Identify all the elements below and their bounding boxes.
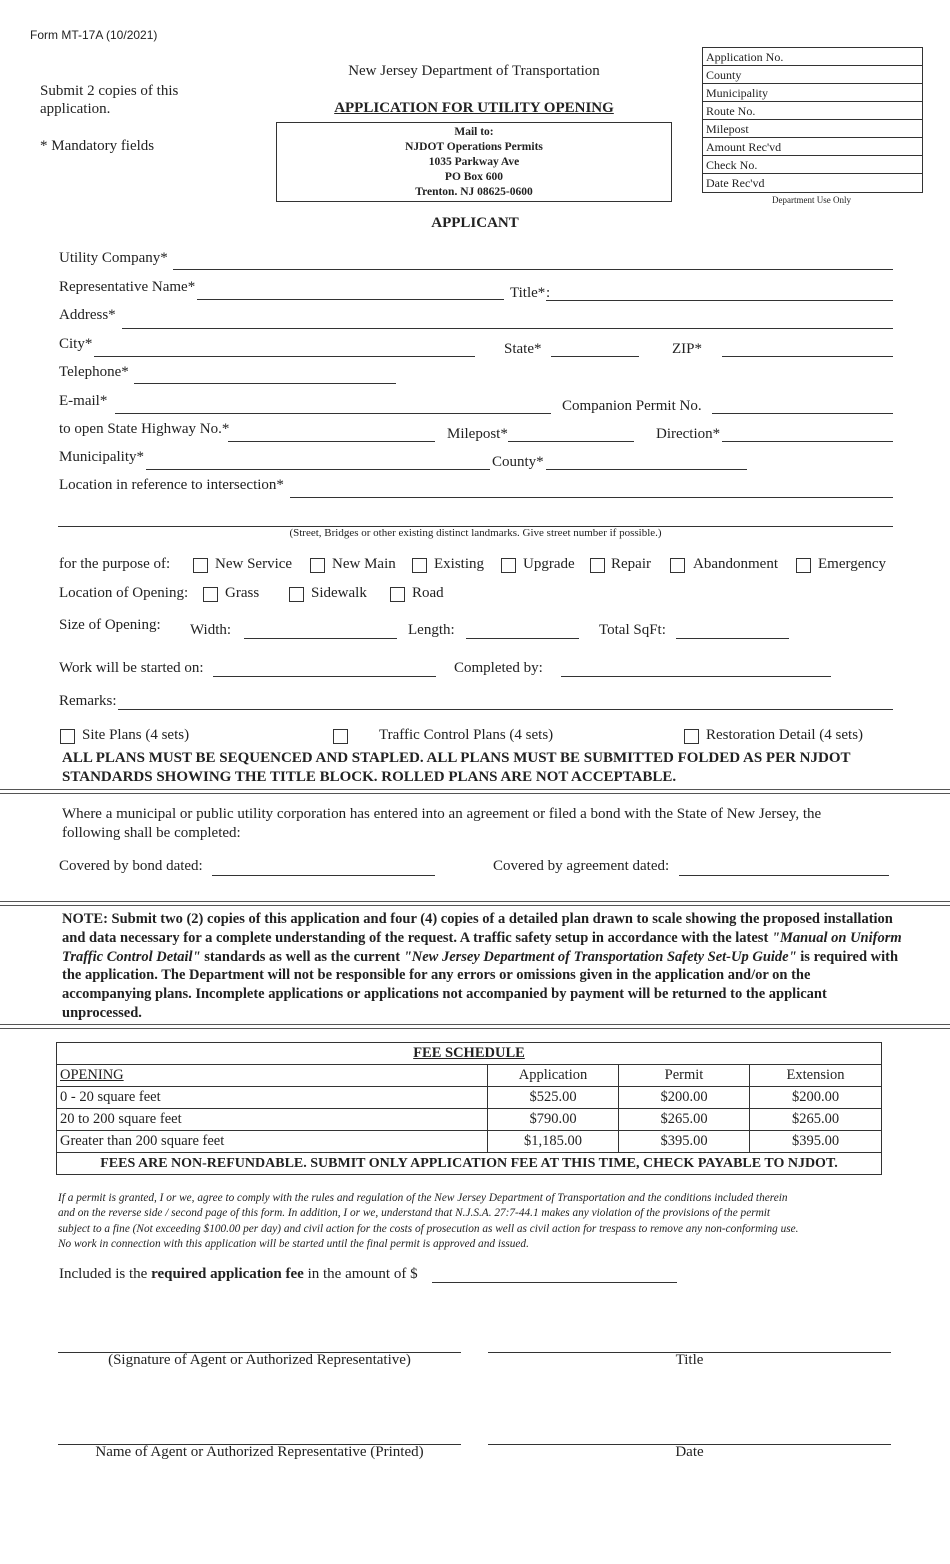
email-label: E-mail* xyxy=(59,393,108,409)
dept-application-no[interactable]: Application No. xyxy=(703,48,922,66)
zip-field[interactable] xyxy=(722,356,893,357)
fee-cell: $265.00 xyxy=(619,1109,750,1131)
note-guide-title: "New Jersey Department of Transportation Safety Set-Up Guide" xyxy=(403,948,797,965)
length-field[interactable] xyxy=(466,638,579,639)
purpose-new-main-label: New Main xyxy=(332,556,396,572)
plans-warning-line1: ALL PLANS MUST BE SEQUENCED AND STAPLED. ALL PLANS MUST BE SUBMITTED FOLDED AS PER NJDOT xyxy=(62,750,851,766)
section-divider xyxy=(0,789,950,794)
state-highway-field[interactable] xyxy=(228,441,435,442)
submit-copies-note: Submit 2 copies of this application. xyxy=(40,83,179,117)
legal-line4: No work in connection with this application will be started until the final permit is approved and issued. xyxy=(58,1237,529,1250)
table-row xyxy=(57,1065,882,1087)
utility-company-label: Utility Company* xyxy=(59,250,168,266)
mail-to-line1: NJDOT Operations Permits xyxy=(405,141,543,153)
site-plans-label: Site Plans (4 sets) xyxy=(82,727,190,743)
opening-road-label: Road xyxy=(412,585,444,601)
mail-to-label: Mail to: xyxy=(454,126,494,138)
fee-header-application: Application xyxy=(488,1065,619,1087)
dept-route-no[interactable]: Route No. xyxy=(703,102,922,120)
address-label: Address* xyxy=(59,307,116,323)
size-label: Size of Opening: xyxy=(59,617,161,633)
agreement-dated-field[interactable] xyxy=(679,875,889,876)
length-label: Length: xyxy=(408,622,455,638)
fee-header-opening: OPENING xyxy=(57,1065,488,1087)
agency-name: New Jersey Department of Transportation xyxy=(348,63,600,79)
companion-permit-field[interactable] xyxy=(712,413,893,414)
signature-label: (Signature of Agent or Authorized Representative) xyxy=(108,1352,411,1368)
purpose-new-service-label: New Service xyxy=(215,556,293,572)
fee-included-bold: required application fee xyxy=(151,1266,304,1282)
legal-line1: If a permit is granted, I or we, agree to comply with the rules and regulation of the New Jersey Department of Transportation and the conditions included therein xyxy=(58,1192,788,1204)
legal-line3: subject to a fine (Not exceeding $100.00 per day) and civil action for the costs of prosecution as well as civil action for trespass to remove any non-conforming use. xyxy=(58,1222,799,1235)
legal-agreement-text xyxy=(58,1191,888,1252)
note-mutcd-title: "Manual on Uniform Traffic Control Detail" xyxy=(62,929,902,965)
purpose-emergency-label: Emergency xyxy=(818,556,887,572)
page-title: APPLICATION FOR UTILITY OPENING xyxy=(334,100,614,116)
fee-footer-note: FEES ARE NON-REFUNDABLE. SUBMIT ONLY APPLICATION FEE AT THIS TIME, CHECK PAYABLE TO NJDOT. xyxy=(57,1153,882,1175)
printed-name-label: Name of Agent or Authorized Representative (Printed) xyxy=(95,1444,424,1460)
dept-check-no[interactable]: Check No. xyxy=(703,156,922,174)
site-plans-checkbox[interactable] xyxy=(60,729,75,744)
state-highway-label: to open State Highway No.* xyxy=(59,421,230,437)
fee-header-extension: Extension xyxy=(750,1065,882,1087)
fee-header-permit: Permit xyxy=(619,1065,750,1087)
bond-dated-label: Covered by bond dated: xyxy=(59,858,203,874)
milepost-label: Milepost* xyxy=(447,426,508,442)
purpose-repair-checkbox[interactable] xyxy=(590,558,605,573)
title-label: Title* xyxy=(510,285,546,301)
location-intersection-label: Location in reference to intersection* xyxy=(59,477,284,493)
opening-grass-checkbox[interactable] xyxy=(203,587,218,602)
direction-label: Direction* xyxy=(656,426,721,442)
fee-included-text xyxy=(59,1266,418,1283)
opening-location-label: Location of Opening: xyxy=(59,585,189,601)
applicant-section-title: APPLICANT xyxy=(431,215,519,231)
section-divider xyxy=(0,1024,950,1029)
completed-by-field[interactable] xyxy=(561,676,831,677)
total-sqft-label: Total SqFt: xyxy=(599,622,666,638)
mandatory-note: * Mandatory fields xyxy=(40,138,155,154)
width-field[interactable] xyxy=(244,638,397,639)
email-field[interactable] xyxy=(115,413,551,414)
fee-cell: $200.00 xyxy=(750,1087,882,1109)
completed-by-label: Completed by: xyxy=(454,660,543,676)
dept-amount-received[interactable]: Amount Rec'vd xyxy=(703,138,922,156)
bond-dated-field[interactable] xyxy=(212,875,435,876)
note-text-part3: is required with the application. The Department will not be responsible for any errors or omissions given in the application and/or on the accompanying plans. Incomplete applications or applications not accompanied by payment will be returned to the applicant unprocessed. xyxy=(62,948,899,1021)
fee-cell: $790.00 xyxy=(488,1109,619,1131)
restoration-detail-checkbox[interactable] xyxy=(684,729,699,744)
city-label: City* xyxy=(59,336,93,352)
purpose-abandonment-checkbox[interactable] xyxy=(670,558,685,573)
bond-intro-line1: Where a municipal or public utility corporation has entered into an agreement or filed a bond with the State of New Jersey, the xyxy=(62,806,822,822)
opening-road-checkbox[interactable] xyxy=(390,587,405,602)
direction-field[interactable] xyxy=(722,441,893,442)
city-field[interactable] xyxy=(94,356,475,357)
mail-to-line2: 1035 Parkway Ave xyxy=(428,156,520,168)
purpose-emergency-checkbox[interactable] xyxy=(796,558,811,573)
purpose-repair-label: Repair xyxy=(611,556,651,572)
plans-warning-line2: STANDARDS SHOWING THE TITLE BLOCK. ROLLED PLANS ARE NOT ACCEPTABLE. xyxy=(62,769,677,785)
signatory-title-label: Title xyxy=(675,1352,704,1368)
location-hint: (Street, Bridges or other existing distinct landmarks. Give street number if possible.) xyxy=(289,527,662,539)
representative-name-field[interactable] xyxy=(197,299,504,300)
restoration-detail-label: Restoration Detail (4 sets) xyxy=(706,727,864,743)
purpose-upgrade-label: Upgrade xyxy=(523,556,575,572)
purpose-existing-checkbox[interactable] xyxy=(412,558,427,573)
traffic-control-plans-label: Traffic Control Plans (4 sets) xyxy=(379,727,554,743)
utility-company-field[interactable] xyxy=(173,269,893,270)
fee-cell: $395.00 xyxy=(619,1131,750,1153)
note-text-part2: standards as well as the current xyxy=(200,948,404,965)
fee-schedule-title: FEE SCHEDULE xyxy=(57,1043,882,1065)
representative-name-label: Representative Name* xyxy=(59,279,196,295)
fee-cell: 0 - 20 square feet xyxy=(57,1087,488,1109)
mail-to-box xyxy=(276,122,672,202)
county-label: County* xyxy=(492,454,544,470)
purpose-label: for the purpose of: xyxy=(59,556,171,572)
note-paragraph xyxy=(62,910,902,1023)
fee-cell: $1,185.00 xyxy=(488,1131,619,1153)
dept-date-received[interactable]: Date Rec'vd xyxy=(706,176,765,190)
municipality-label: Municipality* xyxy=(59,449,144,465)
zip-label: ZIP* xyxy=(672,341,702,357)
telephone-label: Telephone* xyxy=(59,364,129,380)
purpose-upgrade-checkbox[interactable] xyxy=(501,558,516,573)
form-id: Form MT-17A (10/2021) xyxy=(30,28,158,42)
opening-sidewalk-label: Sidewalk xyxy=(311,585,367,601)
table-row xyxy=(57,1087,882,1109)
remarks-field[interactable] xyxy=(118,709,893,710)
mail-to-line4: Trenton. NJ 08625-0600 xyxy=(415,186,533,198)
table-row xyxy=(57,1131,882,1153)
fee-cell: $200.00 xyxy=(619,1087,750,1109)
traffic-control-plans-checkbox[interactable] xyxy=(333,729,348,744)
work-start-label: Work will be started on: xyxy=(59,660,204,676)
note-text-part1: NOTE: Submit two (2) copies of this application and four (4) copies of a detailed plan drawn to scale showing the proposed installation and data necessary for a complete understanding of the request. A traffic safety setup in accordance with the latest xyxy=(62,911,893,946)
department-use-caption: Department Use Only xyxy=(772,195,851,205)
companion-permit-label: Companion Permit No. xyxy=(562,398,702,414)
title-colon: : xyxy=(546,285,551,301)
title-field[interactable] xyxy=(546,300,893,301)
agreement-dated-label: Covered by agreement dated: xyxy=(493,858,670,874)
remarks-label: Remarks: xyxy=(59,693,117,709)
purpose-existing-label: Existing xyxy=(434,556,485,572)
total-sqft-field[interactable] xyxy=(676,638,789,639)
fee-schedule-table xyxy=(56,1042,882,1175)
table-row xyxy=(57,1109,882,1131)
municipality-field[interactable] xyxy=(146,469,490,470)
fee-cell: Greater than 200 square feet xyxy=(57,1131,488,1153)
fee-cell: $525.00 xyxy=(488,1087,619,1109)
dept-milepost[interactable]: Milepost xyxy=(703,120,922,138)
bond-intro-line2: following shall be completed: xyxy=(62,825,241,841)
work-start-field[interactable] xyxy=(213,676,436,677)
location-intersection-field[interactable] xyxy=(290,497,893,498)
fee-cell: 20 to 200 square feet xyxy=(57,1109,488,1131)
milepost-field[interactable] xyxy=(508,441,634,442)
fee-amount-field[interactable] xyxy=(432,1282,677,1283)
mail-to-line3: PO Box 600 xyxy=(444,171,504,183)
address-field[interactable] xyxy=(122,328,893,329)
legal-line2: and on the reverse side / second page of this form. In addition, I or we, understand that N.J.S.A. 27:7-44.1 makes any violation of the provisions of the permit xyxy=(58,1207,771,1220)
date-label: Date xyxy=(675,1444,704,1460)
width-label: Width: xyxy=(190,622,232,638)
purpose-new-service-checkbox[interactable] xyxy=(193,558,208,573)
dept-municipality[interactable]: Municipality xyxy=(703,84,922,102)
section-divider xyxy=(0,901,950,906)
fee-cell: $395.00 xyxy=(750,1131,882,1153)
fee-included-post: in the amount of $ xyxy=(303,1266,418,1282)
state-field[interactable] xyxy=(551,356,639,357)
fee-cell: $265.00 xyxy=(750,1109,882,1131)
opening-sidewalk-checkbox[interactable] xyxy=(289,587,304,602)
dept-county[interactable]: County xyxy=(703,66,922,84)
fee-included-pre: Included is the xyxy=(59,1266,152,1282)
department-use-box xyxy=(702,47,923,193)
telephone-field[interactable] xyxy=(134,383,396,384)
opening-grass-label: Grass xyxy=(225,585,260,601)
state-label: State* xyxy=(504,341,542,357)
purpose-new-main-checkbox[interactable] xyxy=(310,558,325,573)
county-field[interactable] xyxy=(546,469,747,470)
purpose-abandonment-label: Abandonment xyxy=(693,556,778,572)
